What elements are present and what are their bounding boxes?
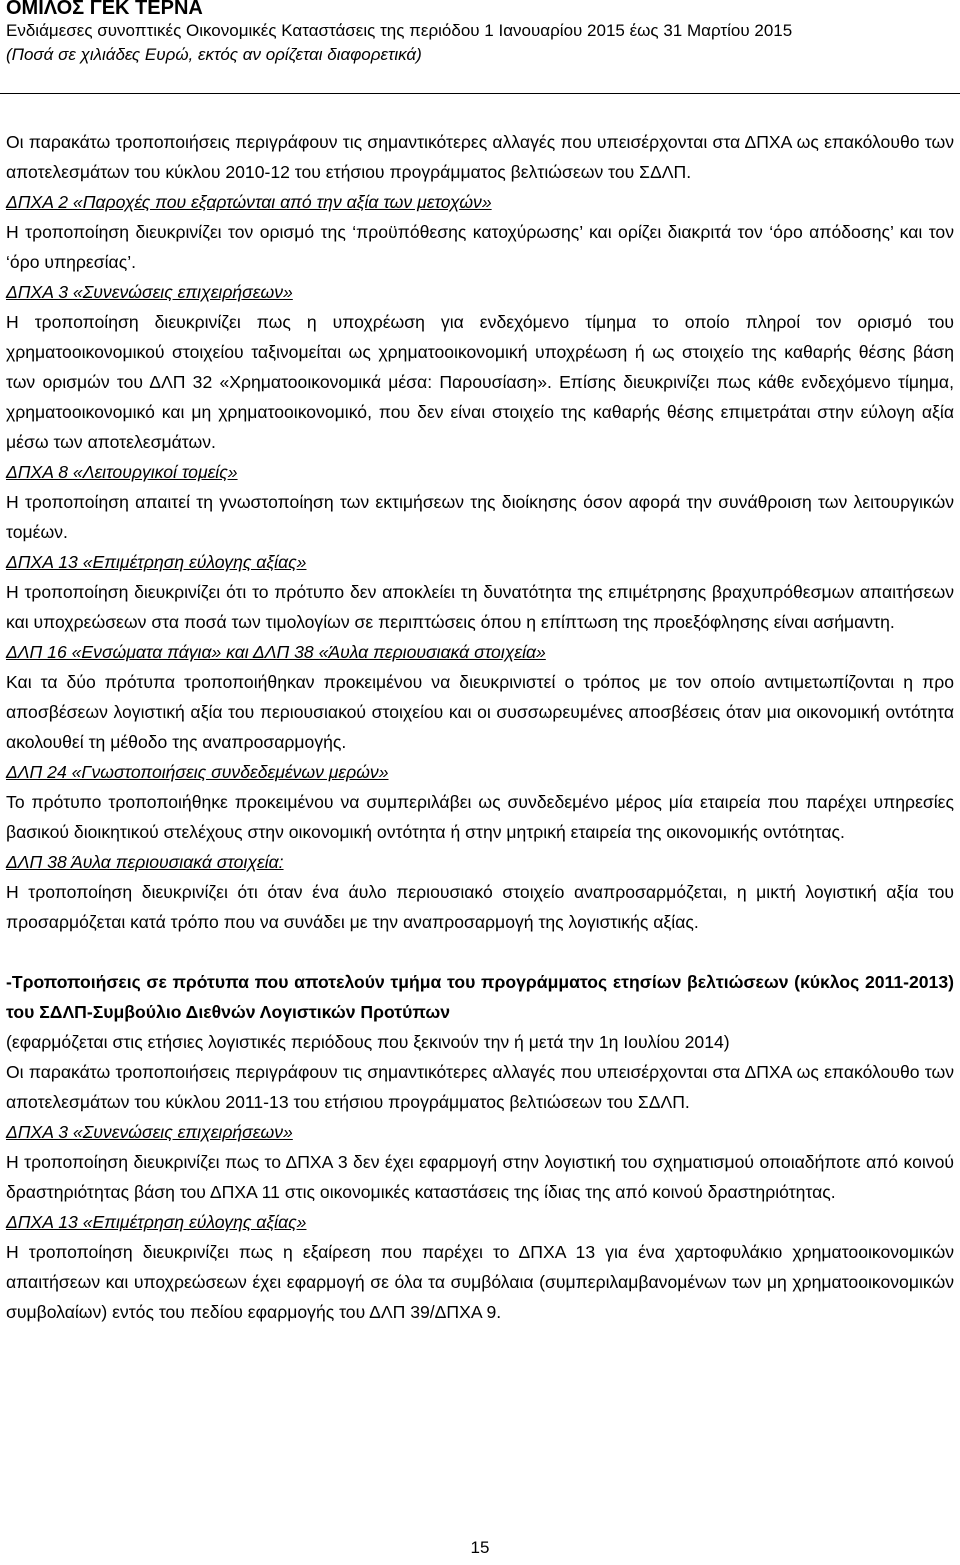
document-body: [6, 127, 954, 1327]
section1-item-heading: ΔΛΠ 24 «Γνωστοποιήσεις συνδεδεμένων μερών»: [6, 762, 389, 782]
page-header: [6, 0, 954, 67]
section1-intro: Οι παρακάτω τροποποιήσεις περιγράφουν τις σημαντικότερες αλλαγές που υπεισέρχονται στα ΔΠΧΑ ως επακόλουθο των αποτελεσμάτων του κύκλου 2010-12 του ετήσιου προγράμματος βελτιώσεων του ΣΔΛΠ.: [6, 132, 954, 182]
section1-item-text: Η τροποποίηση διευκρινίζει πως η υποχρέωση για ενδεχόμενο τίμημα το οποίο πληροί τον ορισμό του χρηματοοικονομικού στοιχείου ταξινομείται ως χρηματοοικονομική υποχρέωση ή ως στοιχείο της καθαρής θέσης βάση των ορισμών του ΔΛΠ 32 «Χρηματοοικονομικά μέσα: Παρουσίαση». Επίσης διευκρινίζει πως κάθε ενδεχόμενο τίμημα, χρηματοοικονομικό και μη χρηματοοικονομικό, που δεν είναι στοιχείο της καθαρής θέσης επιμετράται στην εύλογη αξία μέσω των αποτελεσμάτων.: [6, 312, 954, 452]
units-note: (Ποσά σε χιλιάδες Ευρώ, εκτός αν ορίζεται διαφορετικά): [6, 45, 422, 64]
section1-item-text: Η τροποποίηση διευκρινίζει ότι το πρότυπο δεν αποκλείει τη δυνατότητα της επιμέτρησης βραχυπρόθεσμων απαιτήσεων και υποχρεώσεων στα ποσά των τιμολογίων σε περιπτώσεις όπου η επίπτωση της προεξόφλησης είναι ασήμαντη.: [6, 582, 954, 632]
section1-item-heading: ΔΛΠ 38 Άυλα περιουσιακά στοιχεία:: [6, 852, 284, 872]
section1-item-heading: ΔΠΧΑ 8 «Λειτουργικοί τομείς»: [6, 462, 238, 482]
section2-title: -Τροποποιήσεις σε πρότυπα που αποτελούν τμήμα του προγράμματος ετησίων βελτιώσεων (κύκλος 2011-2013) του ΣΔΛΠ-Συμβούλιο Διεθνών Λογιστικών Προτύπων: [6, 972, 954, 1022]
section2-item-text: Η τροποποίηση διευκρινίζει πως το ΔΠΧΑ 3 δεν έχει εφαρμογή στην λογιστική του σχηματισμού οποιαδήποτε από κοινού δραστηριότητας βάση του ΔΠΧΑ 11 στις οικονομικές καταστάσεις της ίδιας της από κοινού δραστηριότητας.: [6, 1152, 954, 1202]
header-divider: [0, 93, 960, 94]
section1-item-text: Η τροποποίηση διευκρινίζει ότι όταν ένα άυλο περιουσιακό στοιχείο αναπροσαρμόζεται, η μικτή λογιστική αξία του προσαρμόζεται κατά τρόπο που να συνάδει με την αναπροσαρμογή της λογιστικής αξίας.: [6, 882, 954, 932]
section1-item-text: Η τροποποίηση απαιτεί τη γνωστοποίηση των εκτιμήσεων της διοίκησης όσον αφορά την συνάθροιση των λειτουργικών τομέων.: [6, 492, 954, 542]
section2-item-heading: ΔΠΧΑ 13 «Επιμέτρηση εύλογης αξίας»: [6, 1212, 307, 1232]
section2-applicability: (εφαρμόζεται στις ετήσιες λογιστικές περιόδους που ξεκινούν την ή μετά την 1η Ιουλίου 2014): [6, 1032, 730, 1052]
section1-item-text: Η τροποποίηση διευκρινίζει τον ορισμό της ‘προϋπόθεσης κατοχύρωσης’ και ορίζει διακριτά τον ‘όρο απόδοσης’ και τον ‘όρο υπηρεσίας’.: [6, 222, 954, 272]
section1-item-heading: ΔΠΧΑ 13 «Επιμέτρηση εύλογης αξίας»: [6, 552, 307, 572]
report-period: Ενδιάμεσες συνοπτικές Οικονομικές Καταστάσεις της περιόδου 1 Ιανουαρίου 2015 έως 31 Μαρτίου 2015: [6, 21, 793, 40]
section1-item-heading: ΔΠΧΑ 3 «Συνενώσεις επιχειρήσεων»: [6, 282, 293, 302]
section2-intro: Οι παρακάτω τροποποιήσεις περιγράφουν τις σημαντικότερες αλλαγές που υπεισέρχονται στα ΔΠΧΑ ως επακόλουθο των αποτελεσμάτων του κύκλου 2011-13 του ετήσιου προγράμματος βελτιώσεων του ΣΔΛΠ.: [6, 1062, 954, 1112]
page-number: 15: [470, 1538, 490, 1557]
section-spacer: [6, 937, 954, 967]
section2-item-heading: ΔΠΧΑ 3 «Συνενώσεις επιχειρήσεων»: [6, 1122, 293, 1142]
section1-item-text: Και τα δύο πρότυπα τροποποιήθηκαν προκειμένου να διευκρινιστεί ο τρόπος με τον οποίο αντιμετωπίζονται η προ αποσβέσεων λογιστική αξία του περιουσιακού στοιχείου και οι συσσωρευμένες αποσβέσεις όταν μια οικονομική οντότητα ακολουθεί τη μέθοδο της αναπροσαρμογής.: [6, 672, 954, 752]
section1-item-heading: ΔΠΧΑ 2 «Παροχές που εξαρτώνται από την αξία των μετοχών»: [6, 192, 492, 212]
company-name: ΟΜΙΛΟΣ ΓΕΚ ΤΕΡΝΑ: [6, 0, 203, 19]
section1-item-heading: ΔΛΠ 16 «Ενσώματα πάγια» και ΔΛΠ 38 «Άυλα περιουσιακά στοιχεία»: [6, 642, 546, 662]
section2-item-text: Η τροποποίηση διευκρινίζει πως η εξαίρεση που παρέχει το ΔΠΧΑ 13 για ένα χαρτοφυλάκιο χρηματοοικονομικών απαιτήσεων και υποχρεώσεων έχει εφαρμογή σε όλα τα συμβόλαια (συμπεριλαμβανομένων των μη χρηματοοικονομικών συμβολαίων) εντός του πεδίου εφαρμογής του ΔΛΠ 39/ΔΠΧΑ 9.: [6, 1242, 954, 1322]
section1-item-text: Το πρότυπο τροποποιήθηκε προκειμένου να συμπεριλάβει ως συνδεδεμένο μέρος μία εταιρεία που παρέχει υπηρεσίες βασικού διοικητικού στελέχους στην οικονομική οντότητα ή στην μητρική εταιρεία της οικονομικής οντότητας.: [6, 792, 954, 842]
